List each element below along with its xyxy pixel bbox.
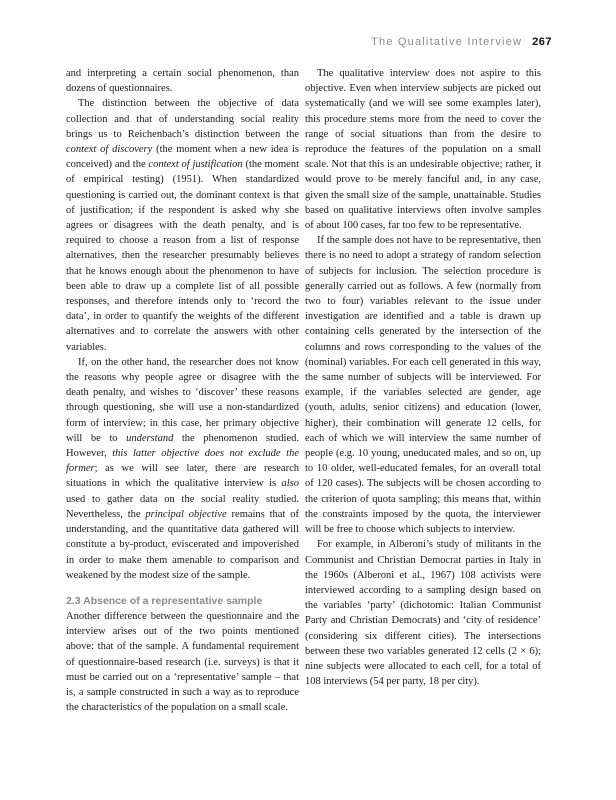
- paragraph: and interpreting a certain social phenomenon, than dozens of questionnaires.: [66, 68, 299, 95]
- running-title: The Qualitative Interview: [371, 36, 523, 48]
- italic-text: principal objective: [145, 508, 227, 520]
- paragraph: For example, in Alberoni’s study of militants in the Communist and Christian Democrat parties in Italy in the 1960s (Alberoni et al., 1967) 108 activists were interviewed according to a sampling design based on the variables ‘party’ (dichotomic: Italian Communist Party and Christian Democrats) and ‘city of residence’ (considering six different cities). The intersections between these two variables generated 12 cells (2 × 6); nine subjects were allocated to each cell, for a total of 108 interviews (54 per party, 18 per city).: [305, 539, 541, 688]
- paragraph: If the sample does not have to be representative, then there is no need to adopt a strategy of random selection of subjects for inclusion. The selection procedure is generally carried out as follows. A few (normally from two to four) variables relevant to the issue under investigation are identified and a table is drawn up containing cells generated by the intersection of the columns and rows corresponding to the values of the (nominal) variables. For each cell generated in this way, the same number of subjects will be interviewed. For example, if the variables selected are gender, age (youth, adults, senior citizens) and education (lower, higher), their combination will generate 12 cells, for each of which we will interview the same number of people (e.g. 10 young, uneducated males, and so on, up to 10 older, well-educated females, for an overall total of 120 cases). The subjects will be chosen according to the criterion of quota sampling; this means that, within the constraints imposed by the quota, the interviewer will be free to choose which subjects to interview.: [305, 235, 541, 536]
- paragraph: [66, 355, 299, 583]
- paragraph: Another difference between the questionnaire and the interview arises out of the two points mentioned above: that of the sample. A fundamental requirement of questionnaire-based research (i.e. surveys) is that it must be carried out on a ‘representative’ sample – that is, a sample constructed in such a way as to reproduce the characteristics of the population on a small scale.: [66, 610, 299, 714]
- text-run: used to gather data on the social reality studied. Nevertheless, the: [66, 493, 299, 520]
- paragraph: [66, 96, 299, 354]
- italic-text: understand: [126, 432, 174, 444]
- text-run: The distinction between the objective of data collection and that of understanding social reality brings us to Reichenbach’s distinction between the: [66, 98, 299, 140]
- italic-text: context of discovery: [66, 144, 153, 156]
- text-run: If, on the other hand, the researcher does not know the reasons why people agree or disagree with the death penalty, and wishes to ‘discover’ these reasons through questioning, she will use a non-standardized form of interview; in this case, her primary objective will be to: [66, 356, 299, 444]
- text-run: remains that of understanding, and the quantitative data gathered will constitute a by-product, eviscerated and impoverished in order to make them amenable to comparison and weakened by the modest size of the sample.: [66, 508, 299, 581]
- text-run: (the moment of empirical testing) (1951). When standardized questioning is carried out, the dominant context is that of justification; if the respondent is asked why she agrees or disagrees with the death penalty, and is required to choose a reason from a list of response alternatives, then the researcher presumably believes that he knows enough about the phenomenon to have been able to draw up a complete list of all possible responses, and therefore intends only to ‘record the data’, in order to quantify the weights of the different alternatives and to correlate the answers with other variables.: [66, 159, 299, 353]
- running-head: [371, 36, 552, 48]
- italic-text: this latter objective does not exclude the former: [66, 448, 299, 475]
- text-run: the phenomenon studied. However,: [66, 432, 299, 460]
- section-heading: 2.3 Absence of a representative sample: [66, 594, 263, 607]
- paragraph: The qualitative interview does not aspire to this objective. Even when interview subjects are picked out systematically (and we will see some examples later), this procedure stems more from the need to cover the range of social situations than from the desire to reproduce the features of the population on a small scale. Not that this is an undesirable objective; rather, it would prove to be merely fanciful and, in any case, given the small size of the sample, unattainable. Studies based on qualitative interviews often involve samples of about 100 cases, far too few to be representative.: [305, 68, 541, 232]
- right-column: [305, 66, 541, 689]
- text-run: ; as we will see later, there are research situations in which the qualitative interview is: [66, 463, 299, 490]
- text-run: (the moment when a new idea is conceived) and the: [66, 144, 300, 171]
- italic-text: context of justification: [148, 159, 243, 171]
- italic-text: also: [281, 478, 299, 490]
- page-number: 267: [532, 36, 552, 48]
- left-column: [66, 66, 299, 715]
